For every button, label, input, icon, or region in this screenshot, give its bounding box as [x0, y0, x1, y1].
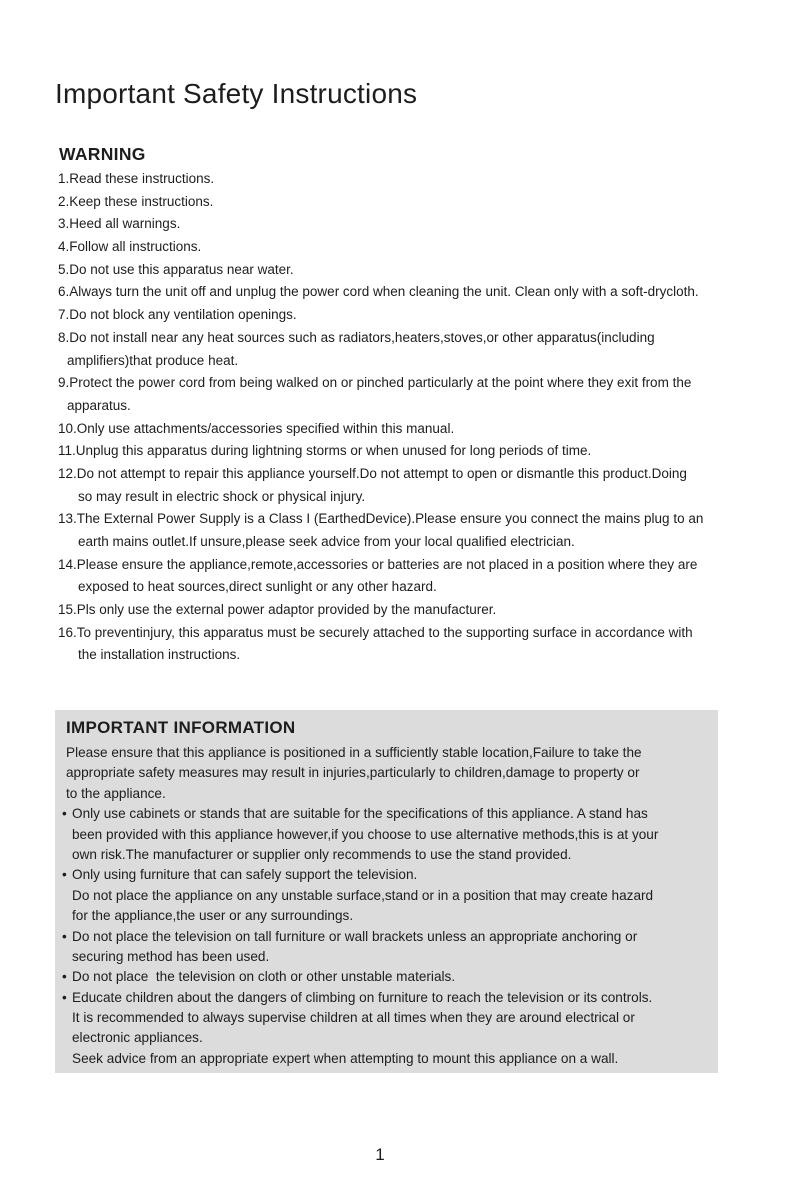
warning-item-continuation: apparatus. [67, 397, 131, 413]
info-intro-line: appropriate safety measures may result in injuries,particularly to children,damage to property or [66, 765, 640, 781]
warning-item: 14.Please ensure the appliance,remote,accessories or batteries are not placed in a position where they are [58, 556, 698, 572]
info-body-line: electronic appliances. [72, 1030, 203, 1046]
warning-item-continuation: so may result in electric shock or physical injury. [78, 488, 366, 504]
warning-item: 12.Do not attempt to repair this appliance yourself.Do not attempt to open or dismantle this product.Doing [58, 465, 687, 481]
page-title: Important Safety Instructions [55, 78, 418, 109]
info-body-line: It is recommended to always supervise children at all times when they are around electrical or [72, 1010, 635, 1026]
warning-item-continuation: exposed to heat sources,direct sunlight or any other hazard. [78, 579, 437, 595]
warning-item: 5.Do not use this apparatus near water. [58, 261, 294, 277]
info-body-line: own risk.The manufacturer or supplier only recommends to use the stand provided. [72, 846, 572, 862]
warning-list [58, 168, 703, 667]
info-bullet-line: • Educate children about the dangers of climbing on furniture to reach the television or its controls. [55, 988, 718, 1008]
bullet-icon: • [62, 867, 67, 883]
info-body-line: been provided with this appliance however,if you choose to use alternative methods,this is at your [72, 826, 659, 842]
warning-item-continuation: earth mains outlet.If unsure,please seek advice from your local qualified electrician. [78, 534, 575, 549]
warning-heading: WARNING [59, 144, 146, 164]
warning-item-continuation: amplifiers)that produce heat. [67, 352, 239, 368]
info-body-line: for the appliance,the user or any surroundings. [72, 908, 354, 924]
warning-item: 16.To preventinjury, this apparatus must be securely attached to the supporting surface in accordance with [58, 624, 693, 640]
warning-item: 3.Heed all warnings. [58, 216, 181, 232]
bullet-icon: • [62, 806, 67, 822]
info-body-line: Do not place the appliance on any unstable surface,stand or in a position that may create hazard [72, 887, 654, 903]
warning-item: 1.Read these instructions. [58, 171, 215, 186]
info-lines [55, 743, 718, 1069]
warning-item: 4.Follow all instructions. [58, 239, 202, 255]
warning-item: 13.The External Power Supply is a Class I (EarthedDevice).Please ensure you connect the mains plug to an [58, 511, 704, 527]
info-bullet-line: • Only use cabinets or stands that are suitable for the specifications of this appliance. A stand has [55, 804, 718, 824]
info-body-line: Seek advice from an appropriate expert when attempting to mount this appliance on a wall. [72, 1050, 619, 1066]
info-bullet-line: • Only using furniture that can safely support the television. [55, 865, 718, 885]
warning-item: 11.Unplug this apparatus during lightning storms or when unused for long periods of time. [58, 443, 592, 459]
warning-item: 8.Do not install near any heat sources such as radiators,heaters,stoves,or other apparatus(including [58, 329, 655, 345]
important-information-box [55, 710, 718, 1073]
bullet-icon: • [62, 989, 67, 1005]
info-body-line: securing method has been used. [72, 948, 270, 964]
bullet-icon: • [62, 969, 67, 985]
warning-item-continuation: the installation instructions. [78, 647, 241, 663]
info-bullet-line: • Do not place the television on tall furniture or wall brackets unless an appropriate anchoring or [55, 927, 718, 947]
important-information-heading: IMPORTANT INFORMATION [66, 718, 296, 737]
warning-item: 2.Keep these instructions. [58, 193, 214, 209]
warning-item: 6.Always turn the unit off and unplug the power cord when cleaning the unit. Clean only with a soft-drycloth. [58, 284, 699, 300]
warning-item: 10.Only use attachments/accessories specified within this manual. [58, 420, 455, 436]
info-bullet-line: • Do not place the television on cloth or other unstable materials. [55, 967, 718, 987]
info-intro-line: to the appliance. [66, 785, 166, 801]
warning-item: 15.Pls only use the external power adaptor provided by the manufacturer. [58, 602, 497, 618]
page-number: 1 [375, 1145, 385, 1164]
info-intro-line: Please ensure that this appliance is positioned in a sufficiently stable location,Failure to take the [66, 745, 642, 760]
warning-item: 7.Do not block any ventilation openings. [58, 307, 297, 323]
bullet-icon: • [62, 928, 67, 944]
warning-item: 9.Protect the power cord from being walked on or pinched particularly at the point where they exit from the [58, 375, 692, 391]
